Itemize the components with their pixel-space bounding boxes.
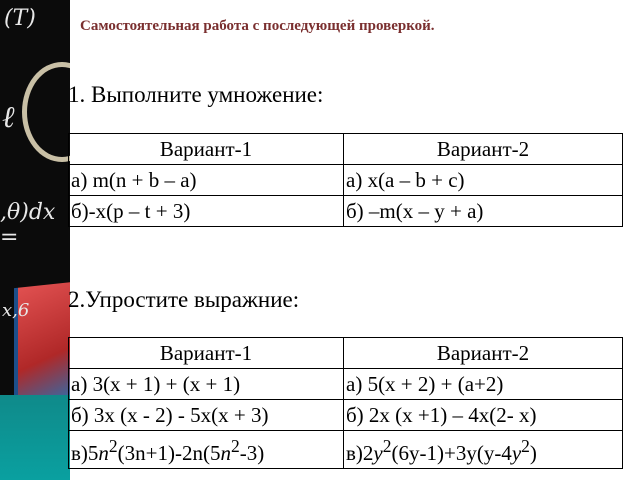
expr-part: -3)	[239, 441, 265, 465]
table-row	[69, 431, 623, 469]
expr-part: в)2	[346, 441, 374, 465]
table-cell	[344, 431, 623, 469]
table-cell: а) 5(x + 2) + (a+2)	[344, 369, 623, 400]
task2-heading: 2.Упростите выражние:	[68, 287, 300, 312]
column-header: Вариант-2	[344, 134, 623, 165]
expr-part: в)5	[71, 441, 99, 465]
table-header-row	[69, 338, 623, 369]
column-header: Вариант-1	[69, 338, 344, 369]
expr-part: )	[529, 441, 537, 465]
table-row	[69, 165, 623, 196]
table-row	[69, 400, 623, 431]
table-cell: б) 3x (x - 2) - 5x(x + 3)	[69, 400, 344, 431]
formula-glyph: ,θ)dx =	[0, 200, 56, 250]
formula-glyph: x,6	[2, 300, 30, 321]
table-cell: б) 2x (x +1) – 4x(2- x)	[344, 400, 623, 431]
expr-exponent: 2	[231, 436, 240, 456]
table-row	[69, 369, 623, 400]
table-cell: а) 3(x + 1) + (x + 1)	[69, 369, 344, 400]
ring-decoration	[22, 62, 70, 162]
table-row	[69, 196, 623, 227]
formula-glyph: ℓ	[2, 100, 15, 135]
table-cell	[69, 431, 344, 469]
chalkboard-decoration	[0, 0, 70, 480]
expr-part: (3n+1)-2n(5	[117, 441, 221, 465]
expr-var: y	[373, 441, 383, 465]
table-cell: б) –m(x – y + a)	[344, 196, 623, 227]
column-header: Вариант-2	[344, 338, 623, 369]
table-header-row	[69, 134, 623, 165]
expr-var: y	[511, 441, 522, 465]
table-cell: б)-x(p – t + 3)	[69, 196, 344, 227]
task2-table	[68, 337, 623, 469]
expr-part: (6y-1)+3y(y-4	[391, 441, 512, 465]
table-cell: а) m(n + b – a)	[69, 165, 344, 196]
page-title: Самостоятельная работа с последующей проверкой.	[80, 18, 435, 34]
column-header: Вариант-1	[69, 134, 344, 165]
expr-exponent: 2	[521, 436, 530, 456]
expr-exponent: 2	[108, 436, 118, 456]
expr-var: n	[98, 441, 109, 465]
table-cell: а) x(a – b + c)	[344, 165, 623, 196]
expr-var: n	[220, 441, 231, 465]
expr-exponent: 2	[382, 436, 392, 456]
task1-table	[68, 133, 623, 227]
teal-accent	[0, 395, 70, 480]
formula-glyph: (T)	[4, 6, 36, 31]
task1-heading: 1. Выполните умножение:	[68, 82, 324, 107]
